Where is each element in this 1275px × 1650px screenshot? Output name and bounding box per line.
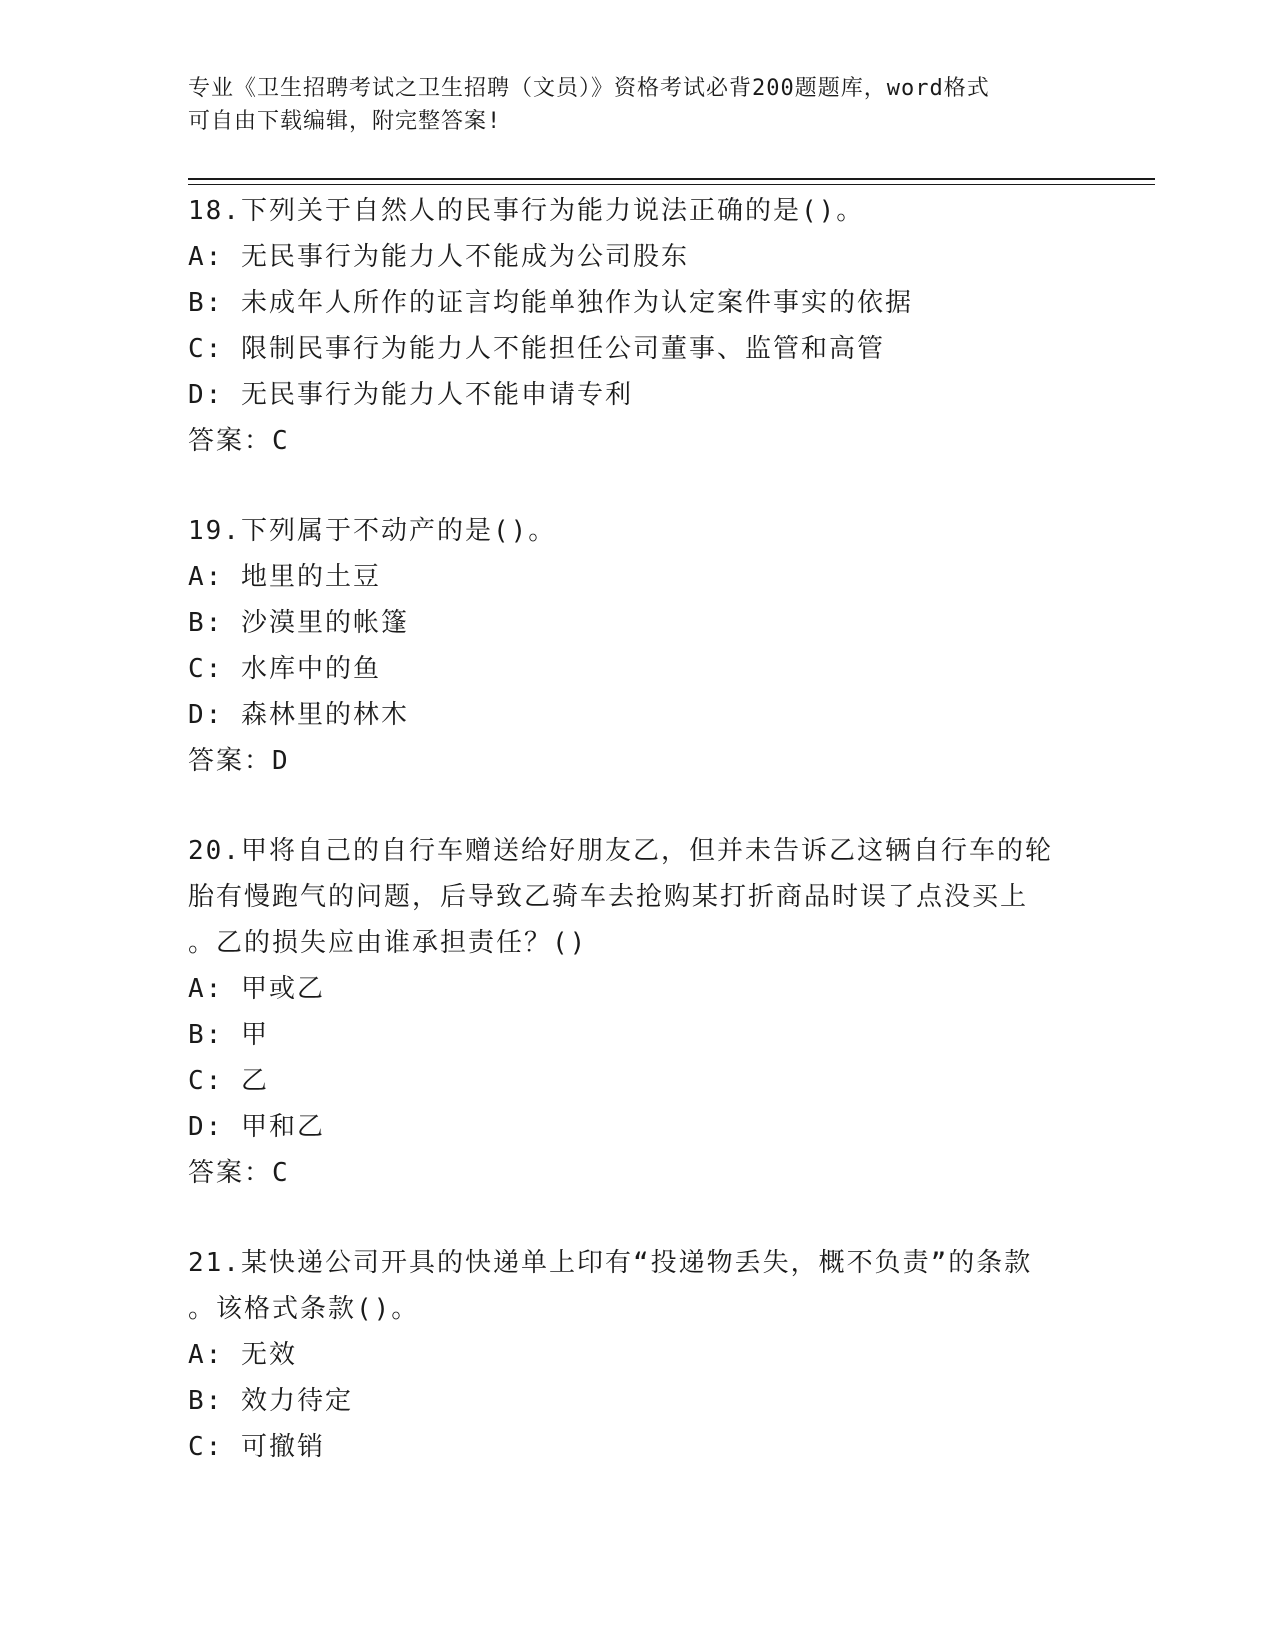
- option-c: C: 水库中的鱼: [188, 654, 381, 684]
- question-text-line-1: 21.某快递公司开具的快递单上印有“投递物丢失，概不负责”的条款: [188, 1248, 1033, 1278]
- option-c: C: 乙: [188, 1066, 269, 1096]
- answer: 答案：C: [188, 426, 290, 456]
- option-a: A: 地里的土豆: [188, 562, 381, 592]
- question-text-line-2: 胎有慢跑气的问题，后导致乙骑车去抢购某打折商品时误了点没买上: [188, 882, 1029, 912]
- header-line-1: 专业《卫生招聘考试之卫生招聘（文员）》资格考试必背200题题库，word格式: [188, 76, 990, 101]
- question-21: [188, 1240, 1108, 1470]
- question-list: [188, 188, 1108, 1470]
- answer: 答案：D: [188, 746, 290, 776]
- document-header: [188, 72, 1088, 138]
- option-c: C: 可撤销: [188, 1432, 325, 1462]
- option-a: A: 无效: [188, 1340, 297, 1370]
- header-line-2: 可自由下载编辑，附完整答案!: [188, 109, 502, 134]
- header-divider-thick: [188, 178, 1155, 180]
- question-text-line-2: 。该格式条款()。: [188, 1294, 420, 1324]
- option-c: C: 限制民事行为能力人不能担任公司董事、监管和高管: [188, 334, 885, 364]
- option-d: D: 甲和乙: [188, 1112, 325, 1142]
- question-text-line-1: 20.甲将自己的自行车赠送给好朋友乙，但并未告诉乙这辆自行车的轮: [188, 836, 1053, 866]
- answer: 答案：C: [188, 1158, 290, 1188]
- question-18: [188, 188, 1108, 464]
- question-text: 19.下列属于不动产的是()。: [188, 516, 557, 546]
- option-b: B: 效力待定: [188, 1386, 353, 1416]
- option-b: B: 未成年人所作的证言均能单独作为认定案件事实的依据: [188, 288, 913, 318]
- option-d: D: 森林里的林木: [188, 700, 409, 730]
- question-text-line-3: 。乙的损失应由谁承担责任？(): [188, 928, 588, 958]
- question-text: 18.下列关于自然人的民事行为能力说法正确的是()。: [188, 196, 865, 226]
- option-b: B: 甲: [188, 1020, 269, 1050]
- option-a: A: 无民事行为能力人不能成为公司股东: [188, 242, 689, 272]
- header-divider-thin: [188, 184, 1155, 185]
- question-19: [188, 508, 1108, 784]
- option-b: B: 沙漠里的帐篷: [188, 608, 409, 638]
- option-d: D: 无民事行为能力人不能申请专利: [188, 380, 633, 410]
- option-a: A: 甲或乙: [188, 974, 325, 1004]
- question-20: [188, 828, 1108, 1196]
